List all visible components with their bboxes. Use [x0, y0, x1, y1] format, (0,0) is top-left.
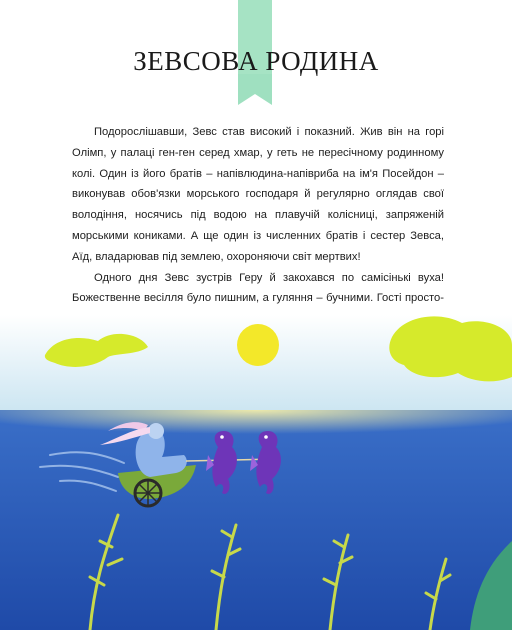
- page-title: ЗЕВСОВА РОДИНА: [133, 46, 379, 76]
- paragraph-2: Одного дня Зевс зустрів Геру й закохався по самісінькі вуха! Божественне весілля було пишним, а гуляння – бучними. Гості просто-: [72, 271, 444, 305]
- sun: [237, 324, 279, 366]
- paragraph-1: Подорослішавши, Зевс став високий і показний. Жив він на горі Олімп, у палаці ген-ген серед хмар, у геть не пересічному родинному колі. Один із його братів – напівлюдина-напівриба на ім'я Посейдон – виконував обов'язки морського господаря й регулярно оглядав свої володіння, носячись під водою на плавучій колісниці, запряженій морськими кониками. А ще один із численних братів і сестер Зевса, Аїд, владарював під землею, охороняючи світ мертвих!: [72, 126, 444, 263]
- sea-illustration: [0, 315, 512, 630]
